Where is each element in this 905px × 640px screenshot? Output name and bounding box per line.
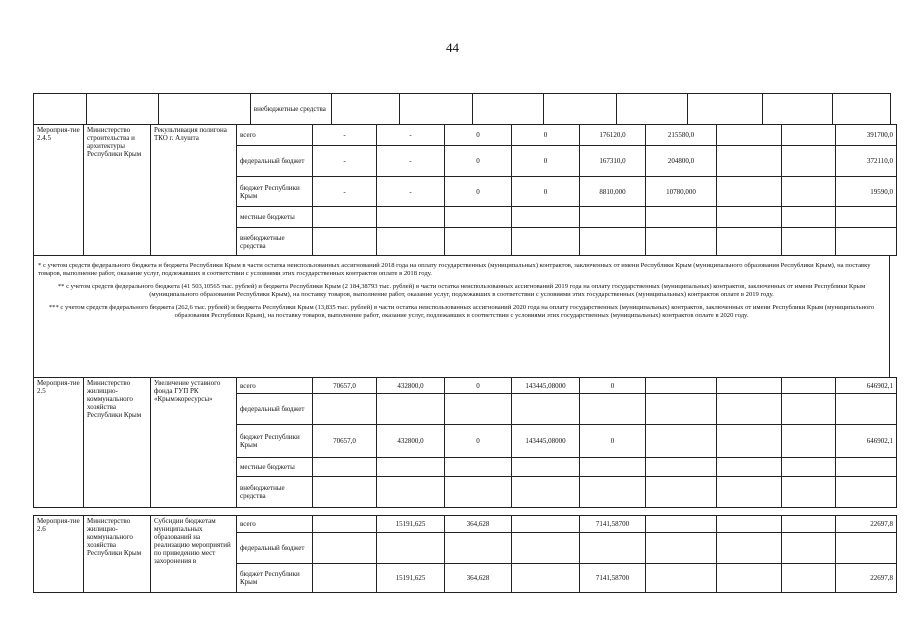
- table-row: [34, 516, 897, 533]
- page-number: 44: [446, 40, 459, 55]
- value-cell: 167310,0: [580, 146, 646, 177]
- value-cell: 10780,000: [646, 177, 717, 207]
- event-cell: Мероприя-тие 2.4.5: [34, 125, 84, 256]
- value-cell: 7141,58700: [580, 516, 646, 533]
- funding-source-label: местные бюджеты: [237, 458, 313, 477]
- funding-source-label: бюджет Республики Крым: [237, 425, 313, 458]
- value-cell: [782, 564, 836, 593]
- value-cell: 0: [445, 146, 512, 177]
- table-row: [34, 378, 897, 394]
- value-cell: [782, 516, 836, 533]
- value-cell: [313, 516, 377, 533]
- value-cell: 432800,0: [377, 425, 445, 458]
- table-row: [34, 94, 891, 125]
- value-cell: 0: [512, 125, 580, 146]
- value-cell: 7141,58700: [580, 564, 646, 593]
- footnote-3: *** с учетом средств федерального бюджета (262,6 тыс. рублей) и бюджета Республики Крым (13,835 тыс. рублей) в части остатка неиспользованных ассигнований 2020 года на оплату государственных (муниципальных) контрактов, заключенных от имени Республики Крым (муниципального образования Республики Крым), на поставку товаров, выполнение работ, оказание услуг, подлежавших в соответствии с условиями этих государственных (муниципальных) контрактов оплате в 2020 году.: [48, 304, 875, 319]
- funding-source-label: федеральный бюджет: [237, 394, 313, 425]
- value-cell: 432800,0: [377, 378, 445, 394]
- value-cell: [782, 425, 836, 458]
- funding-source-label: федеральный бюджет: [237, 146, 313, 177]
- value-cell: 15191,625: [377, 516, 445, 533]
- total-cell: 646902,1: [836, 378, 897, 394]
- funding-source-label: всего: [237, 378, 313, 394]
- value-cell: 0: [580, 378, 646, 394]
- value-cell: 0: [512, 146, 580, 177]
- table-row: [34, 125, 897, 146]
- value-cell: 8810,000: [580, 177, 646, 207]
- value-cell: [617, 94, 687, 125]
- value-cell: 0: [445, 125, 512, 146]
- value-cell: [331, 94, 399, 125]
- table-block-2-5: [33, 377, 897, 508]
- object-cell: [158, 94, 250, 125]
- value-cell: 143445,08000: [512, 378, 580, 394]
- value-cell: 204800,0: [646, 146, 717, 177]
- value-cell: -: [313, 146, 377, 177]
- funding-source-label: всего: [237, 125, 313, 146]
- event-cell: Мероприя-тие 2.6: [34, 516, 84, 593]
- value-cell: [512, 564, 580, 593]
- value-cell: -: [377, 146, 445, 177]
- value-cell: 364,628: [445, 564, 512, 593]
- value-cell: [717, 378, 782, 394]
- value-cell: -: [377, 177, 445, 207]
- total-cell: 372110,0: [836, 146, 897, 177]
- value-cell: [544, 94, 617, 125]
- total-cell: 19590,0: [836, 177, 897, 207]
- value-cell: [717, 146, 782, 177]
- footnote-1: * с учетом средств федерального бюджета и бюджета Республики Крым в части остатка неиспользованных ассигнований 2018 года на оплату государственных (муниципальных) контрактов, заключенных от имени Республики Крым (муниципального образования Республики Крым), на поставку товаров, выполнение работ, оказание услуг, подлежавших в соответствии с условиями этих государственных контрактов оплате в 2018 году.: [38, 262, 871, 277]
- value-cell: [717, 516, 782, 533]
- object-cell: Увеличение уставного фонда ГУП РК «Крымэкоресурсы»: [151, 378, 237, 508]
- value-cell: 70657,0: [313, 378, 377, 394]
- value-cell: 0: [445, 425, 512, 458]
- executor-cell: [87, 94, 159, 125]
- value-cell: -: [313, 125, 377, 146]
- footnote-2: ** с учетом средств федерального бюджета (41 503,10565 тыс. рублей) и бюджета Республики Крым (2 184,38793 тыс. рублей) в части остатка неиспользованных ассигнований 2019 года на оплату государственных (муниципальных) контрактов, заключенных от имени Республики Крым (муниципального образования Республики Крым), на поставку товаров, выполнение работ, оказание услуг, подлежавших в соответствии с условиями этих государственных (муниципальных) контрактов оплате в 2019 году.: [57, 283, 866, 298]
- value-cell: [717, 125, 782, 146]
- value-cell: [687, 94, 763, 125]
- value-cell: 70657,0: [313, 425, 377, 458]
- value-cell: [717, 564, 782, 593]
- funding-source-label: внебюджетные средства: [237, 228, 313, 256]
- funding-source-label: внебюджетные средства: [237, 477, 313, 508]
- object-cell: Субсидии бюджетам муниципальных образований на реализацию мероприятий по приведению мест захоронения в: [151, 516, 237, 593]
- value-cell: [782, 378, 836, 394]
- executor-cell: Министерство жилищно-коммунального хозяйства Республики Крым: [84, 378, 151, 508]
- funding-source-label: внебюджетные средства: [250, 94, 331, 125]
- value-cell: [512, 516, 580, 533]
- value-cell: -: [377, 125, 445, 146]
- value-cell: [717, 177, 782, 207]
- total-cell: 22697,8: [836, 564, 897, 593]
- value-cell: 0: [512, 177, 580, 207]
- funding-source-label: федеральный бюджет: [237, 533, 313, 564]
- total-cell: 22697,8: [836, 516, 897, 533]
- funding-source-label: всего: [237, 516, 313, 533]
- value-cell: 176120,0: [580, 125, 646, 146]
- value-cell: [313, 564, 377, 593]
- event-cell: Мероприя-тие 2.5: [34, 378, 84, 508]
- value-cell: [763, 94, 832, 125]
- value-cell: 364,628: [445, 516, 512, 533]
- value-cell: [782, 146, 836, 177]
- value-cell: [782, 125, 836, 146]
- value-cell: 0: [445, 177, 512, 207]
- value-cell: -: [313, 177, 377, 207]
- value-cell: [717, 425, 782, 458]
- value-cell: [646, 564, 717, 593]
- value-cell: [472, 94, 544, 125]
- table-block-2-4-5-main: [33, 124, 897, 256]
- value-cell: [646, 425, 717, 458]
- table-block-2-6: [33, 515, 897, 593]
- event-cell: [34, 94, 87, 125]
- executor-cell: Министерство жилищно-коммунального хозяйства Республики Крым: [84, 516, 151, 593]
- value-cell: 0: [445, 378, 512, 394]
- total-cell: 646902,1: [836, 425, 897, 458]
- value-cell: [782, 177, 836, 207]
- value-cell: [646, 516, 717, 533]
- funding-source-label: бюджет Республики Крым: [237, 177, 313, 207]
- value-cell: 143445,08000: [512, 425, 580, 458]
- value-cell: 215580,0: [646, 125, 717, 146]
- funding-source-label: местные бюджеты: [237, 207, 313, 228]
- executor-cell: Министерство строительства и архитектуры Республики Крым: [84, 125, 151, 256]
- value-cell: 0: [580, 425, 646, 458]
- footnotes: [33, 256, 890, 377]
- value-cell: 15191,625: [377, 564, 445, 593]
- value-cell: [832, 94, 890, 125]
- object-cell: Рекультивация полигона ТКО г. Алушта: [151, 125, 237, 256]
- value-cell: [646, 378, 717, 394]
- value-cell: [400, 94, 473, 125]
- table-block-2-4-5: [33, 93, 890, 125]
- total-cell: 391700,0: [836, 125, 897, 146]
- funding-source-label: бюджет Республики Крым: [237, 564, 313, 593]
